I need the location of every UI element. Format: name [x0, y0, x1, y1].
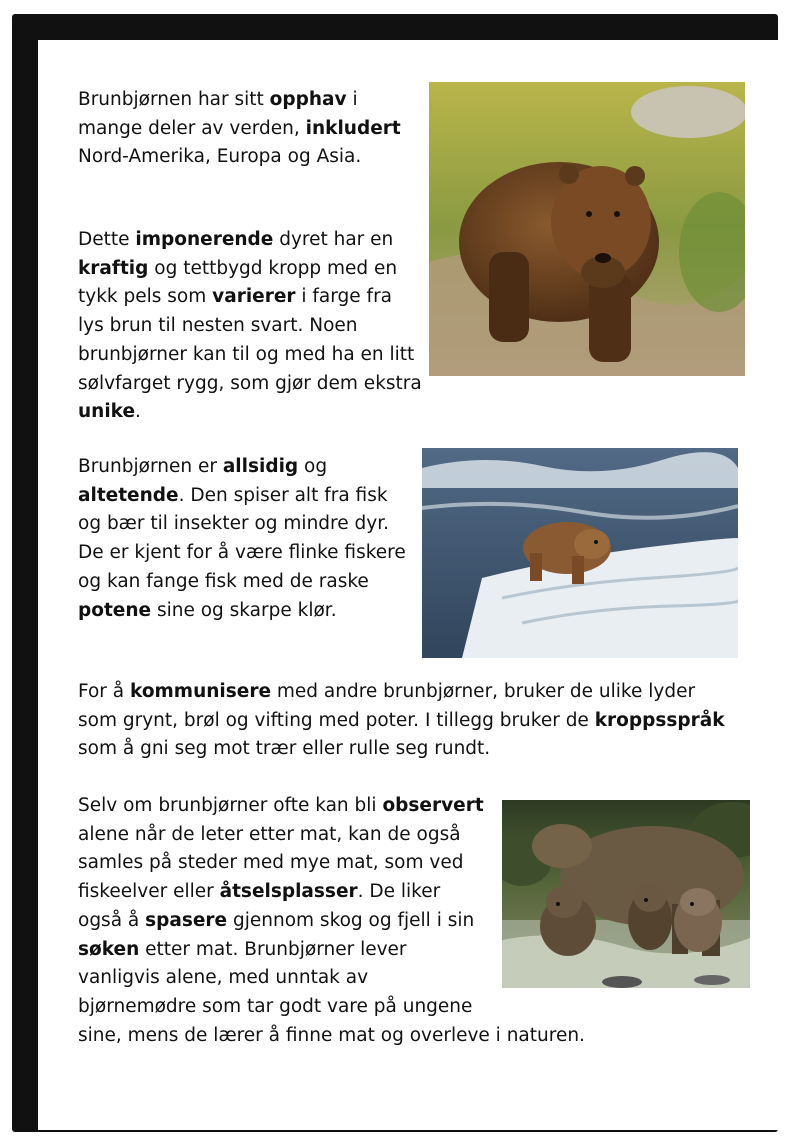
text-run: . De liker også å: [78, 881, 441, 931]
text-run: som å gni seg mot trær eller rulle seg rundt.: [78, 738, 491, 760]
bold-keyword: inkludert: [305, 117, 401, 139]
text-run: gjennom skog og fjell i sin: [227, 909, 475, 931]
text-run: Brunbjørnen har sitt: [78, 89, 270, 110]
bold-keyword: observert: [382, 795, 484, 816]
bold-keyword: varierer: [212, 286, 296, 308]
paragraph-appearance: [78, 226, 423, 427]
bold-keyword: åtselsplasser: [219, 881, 358, 903]
text-run: og: [298, 456, 328, 477]
text-run: alene når de leter etter mat, kan de også samles på steder med mye mat, som ved fiskeelver eller: [78, 823, 464, 903]
bold-keyword: spasere: [145, 909, 228, 931]
bold-keyword: altetende: [78, 484, 179, 506]
text-run: Nord-Amerika, Europa og Asia.: [78, 146, 362, 168]
text-run: etter mat. Brunbjørner lever vanligvis alene, med unntak av bjørnemødre som tar godt vare på ungene sine, mens de lærer å finne mat og overleve i naturen.: [78, 938, 585, 1046]
bold-keyword: imponerende: [135, 229, 274, 250]
text-run: sine og skarpe klør.: [151, 599, 337, 621]
paragraph-diet: [78, 453, 413, 625]
text-run: og tettbygd kropp med en tykk pels som: [78, 257, 398, 308]
text-run: Selv om brunbjørner ofte kan bli: [78, 795, 383, 816]
text-run: .: [135, 401, 141, 423]
text-run: Brunbjørnen er: [78, 456, 223, 477]
text-run: For å: [78, 681, 131, 702]
text-run: dyret har en: [273, 229, 394, 250]
photo-mother-and-cubs: [502, 800, 750, 988]
text-run: med andre brunbjørner, bruker de ulike lyder som grynt, brøl og vifting med poter. I tillegg bruker de: [78, 681, 696, 731]
bold-keyword: unike: [78, 401, 136, 423]
text-run: i farge fra lys brun til nesten svart. Noen brunbjørner kan til og med ha en litt sølvfarget rygg, som gjør dem ekstra: [78, 286, 422, 394]
photo-standing-bear: [429, 82, 745, 376]
bold-keyword: opphav: [269, 89, 347, 110]
text-run: . Den spiser alt fra fisk og bær til insekter og mindre dyr. De er kjent for å være flinke fiskere og kan fange fisk med de raske: [78, 484, 406, 592]
bold-keyword: kommunisere: [130, 681, 271, 702]
paragraph-communication: [78, 678, 728, 764]
bold-keyword: kraftig: [78, 257, 149, 279]
bold-keyword: allsidig: [222, 456, 299, 477]
paragraph-behavior-wrap: [78, 792, 750, 1050]
text-run: Dette: [78, 229, 136, 250]
bold-keyword: kroppsspråk: [594, 709, 725, 731]
paragraph-origin: [78, 86, 423, 172]
bold-keyword: søken: [78, 938, 140, 960]
photo-bear-waterfall: [422, 448, 738, 658]
text-run: i mange deler av verden,: [78, 89, 358, 139]
bold-keyword: potene: [78, 599, 152, 621]
